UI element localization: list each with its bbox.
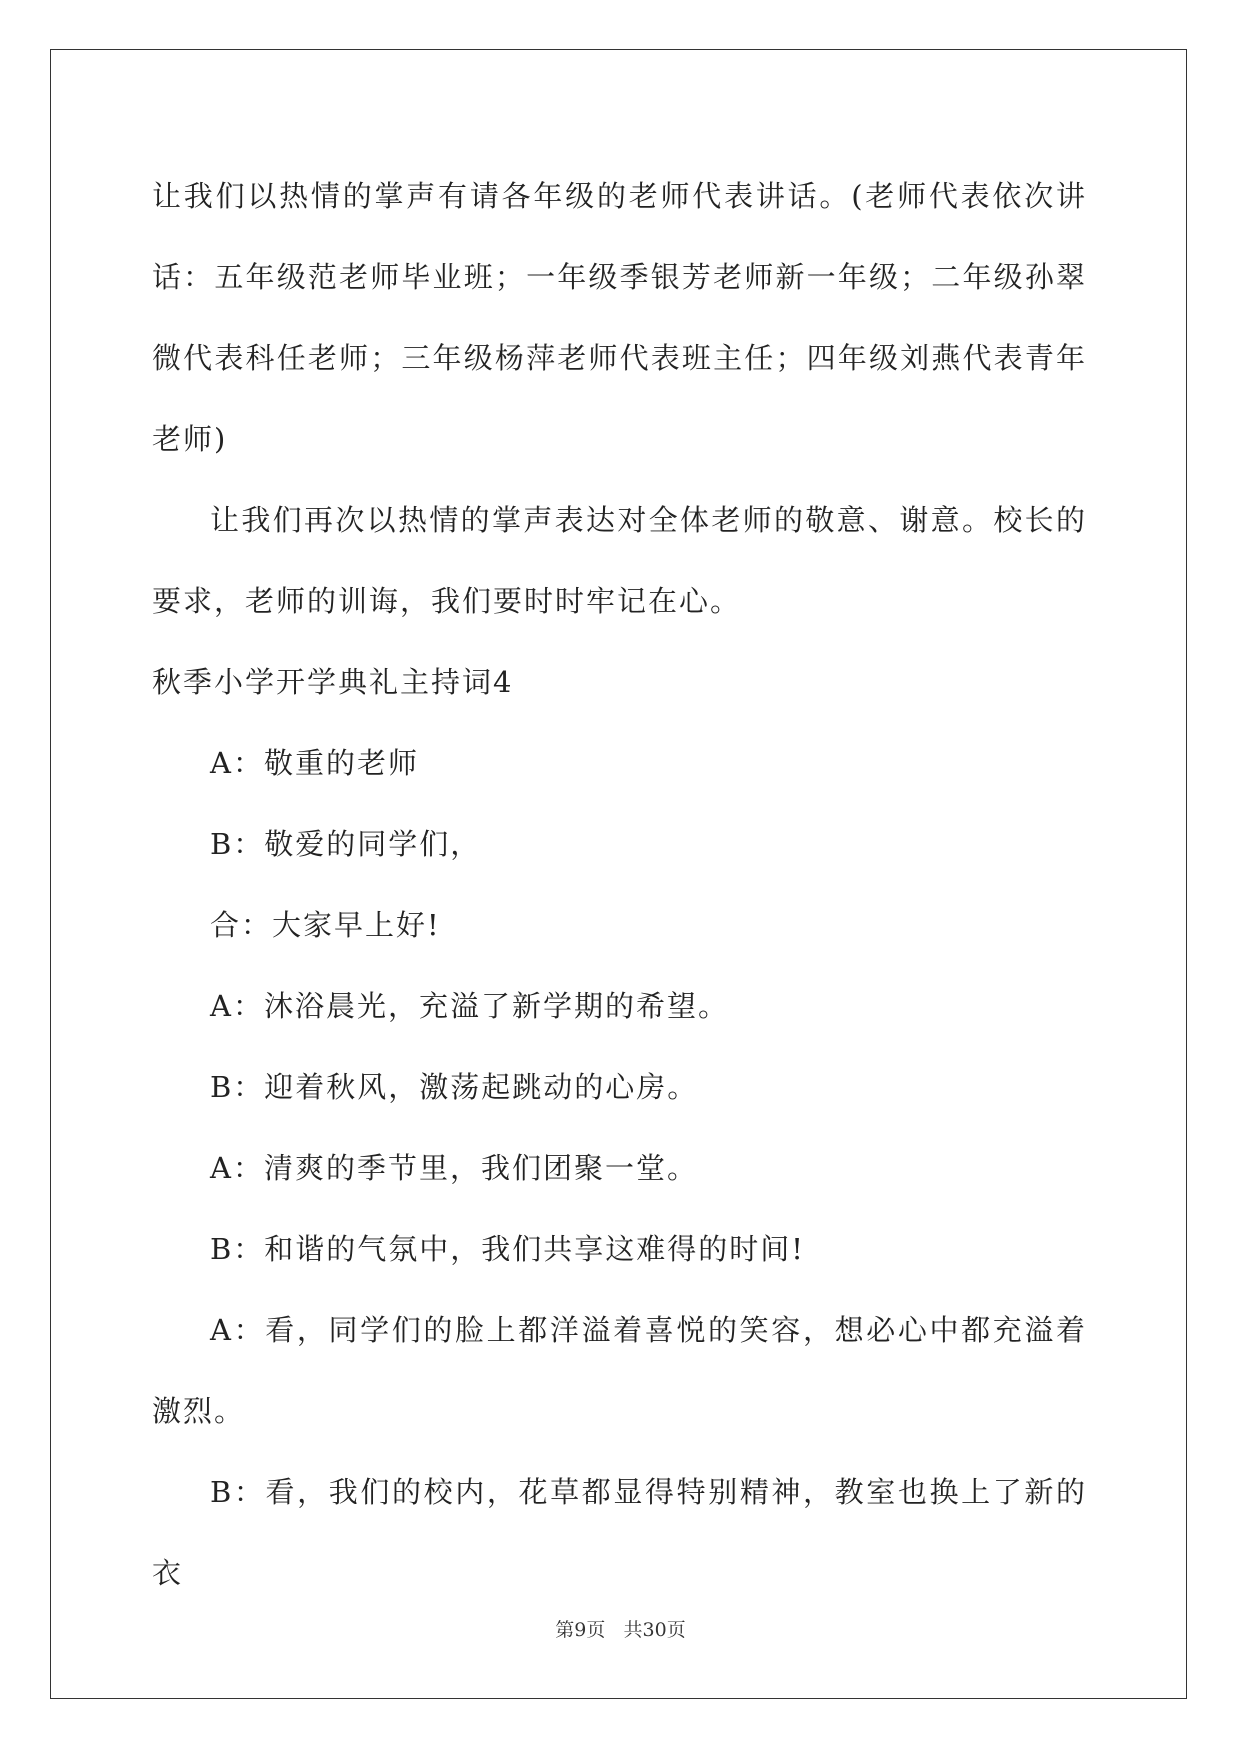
dialogue-line: B：敬爱的同学们，	[210, 827, 482, 861]
dialogue-line: B：迎着秋风，激荡起跳动的心房。	[210, 1070, 699, 1104]
dialogue-line: A：敬重的老师	[210, 746, 419, 780]
page-footer	[0, 1615, 1241, 1642]
document-body	[152, 156, 1087, 1614]
dialogue-line: A：清爽的季节里，我们团聚一堂。	[210, 1151, 698, 1185]
paragraph-2: 让我们再次以热情的掌声表达对全体老师的敬意、谢意。校长的要求，老师的训诲，我们要时时牢记在心。	[152, 503, 1087, 618]
dialogue-line: B：和谐的气氛中，我们共享这难得的时间!	[210, 1232, 805, 1266]
dialogue-line: A：看，同学们的脸上都洋溢着喜悦的笑容，想必心中都充溢着激烈。	[152, 1313, 1087, 1428]
dialogue-line: 合：大家早上好!	[210, 908, 441, 942]
page-total: 共30页	[623, 1619, 686, 1641]
dialogue-line: A：沐浴晨光，充溢了新学期的希望。	[210, 989, 729, 1023]
page-number: 第9页	[555, 1619, 606, 1641]
dialogue-line: B：看，我们的校内，花草都显得特别精神，教室也换上了新的衣	[152, 1475, 1087, 1590]
paragraph-1: 让我们以热情的掌声有请各年级的老师代表讲话。(老师代表依次讲话：五年级范老师毕业班；一年级季银芳老师新一年级；二年级孙翠微代表科任老师；三年级杨萍老师代表班主任；四年级刘燕代表青年老师)	[152, 179, 1087, 456]
section-heading: 秋季小学开学典礼主持词4	[152, 665, 514, 699]
